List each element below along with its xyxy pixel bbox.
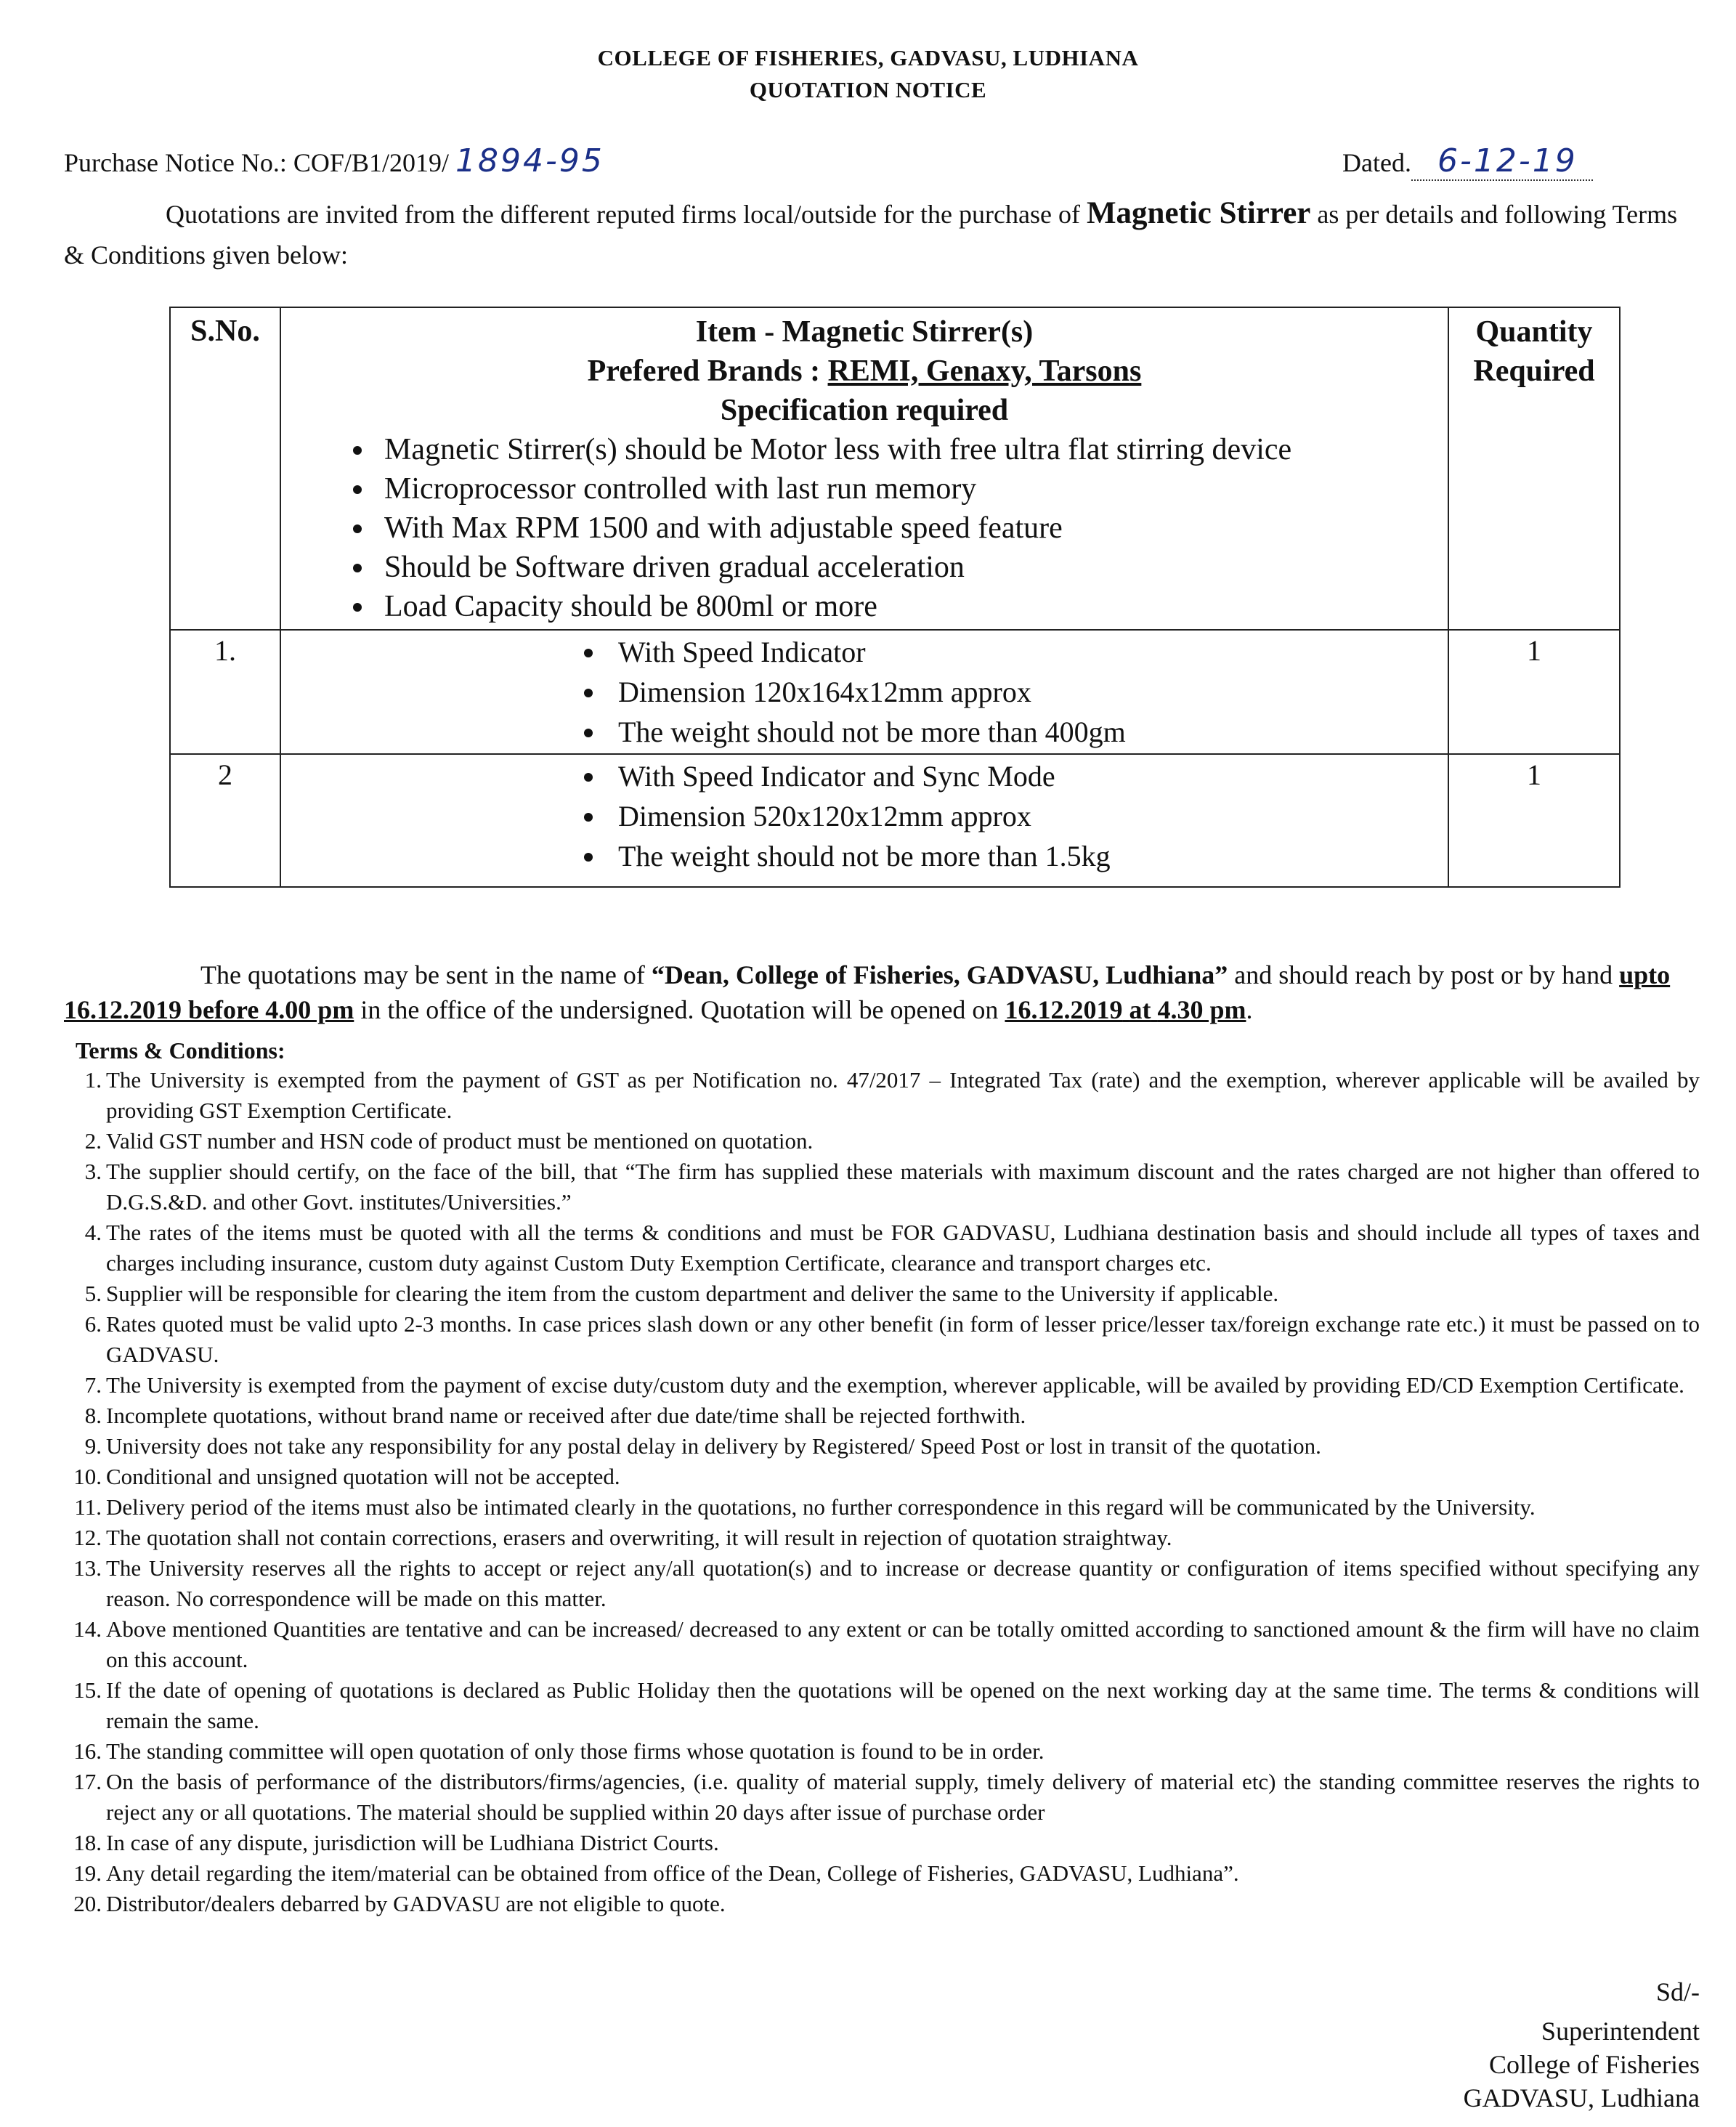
term-text: Above mentioned Quantities are tentative and can be increased/ decreased to any extent or can be totally omitted according to sanctioned amount & the firm will have no claim on this account.: [106, 1616, 1700, 1672]
item-heading: Item - Magnetic Stirrer(s): [695, 315, 1034, 349]
submission-part1: The quotations may be sent in the name of: [200, 960, 645, 989]
term-item: [29, 1736, 1700, 1767]
purchase-notice-handwritten-number: 1894-95: [455, 142, 604, 179]
term-number: 14.: [73, 1616, 102, 1642]
college-title: COLLEGE OF FISHERIES, GADVASU, LUDHIANA: [597, 45, 1139, 70]
submission-addressee: “Dean, College of Fisheries, GADVASU, Ludhiana”: [651, 960, 1228, 989]
term-text: In case of any dispute, jurisdiction will be Ludhiana District Courts.: [106, 1830, 719, 1855]
term-number: 5.: [84, 1281, 102, 1306]
spec-heading: Specification required: [720, 394, 1009, 427]
row-qty: 1: [1448, 754, 1620, 887]
term-item: [29, 1767, 1700, 1828]
term-item: [29, 1126, 1700, 1156]
term-number: 20.: [73, 1891, 102, 1916]
term-item: [29, 1828, 1700, 1858]
term-item: [29, 1675, 1700, 1736]
term-text: The University is exempted from the payment of excise duty/custom duty and the exemption, wherever applicable, will be availed by providing ED/CD Exemption Certificate.: [106, 1372, 1684, 1398]
term-item: [29, 1309, 1700, 1370]
dated-handwritten: 6-12-19: [1437, 142, 1578, 179]
term-number: 3.: [84, 1159, 102, 1184]
purchase-notice-label: Purchase Notice No.: COF/B1/2019/: [64, 148, 449, 177]
submission-part3: in the office of the undersigned. Quotation will be opened on: [360, 995, 999, 1024]
brands-label: Prefered Brands :: [587, 354, 821, 388]
signature-office: College of Fisheries: [1489, 2050, 1700, 2079]
term-item: [29, 1553, 1700, 1614]
term-text: Rates quoted must be valid upto 2-3 months. In case prices slash down or any other benefit (in form of lesser price/lesser tax/foreign exchange rate etc.) it must be passed on to GADVASU.: [106, 1311, 1700, 1367]
opening-date: 16.12.2019: [1005, 995, 1123, 1024]
term-text: If the date of opening of quotations is declared as Public Holiday then the quotations will be opened on the next working day at the same time. The terms & conditions will remain the same.: [106, 1677, 1700, 1733]
preferred-brands: [290, 352, 1439, 391]
opening-time: 4.30 pm: [1157, 995, 1246, 1024]
qty-header-line1: Quantity: [1475, 315, 1593, 349]
spec-list: [290, 430, 1439, 626]
signature-designation: Superintendent: [1541, 2017, 1700, 2046]
spec-item: • Load Capacity should be 800ml or more: [376, 587, 1439, 626]
term-text: University does not take any responsibility for any postal delay in delivery by Registered/ Speed Post or lost in transit of the quotation.: [106, 1433, 1321, 1459]
dated-label: Dated.: [1342, 148, 1411, 177]
feature-item: • The weight should not be more than 400gm: [607, 712, 1448, 752]
signature-place: GADVASU, Ludhiana: [1463, 2083, 1700, 2112]
intro-prefix: Quotations are invited from the different reputed firms local/outside for the purchase of: [166, 200, 1080, 229]
term-text: Conditional and unsigned quotation will not be accepted.: [106, 1464, 620, 1489]
term-number: 17.: [73, 1769, 102, 1794]
notice-title: QUOTATION NOTICE: [749, 77, 987, 102]
spec-item: • Microprocessor controlled with last run memory: [376, 469, 1439, 509]
term-item: [29, 1889, 1700, 1919]
col-qty-header: [1448, 307, 1620, 630]
spec-item: • With Max RPM 1500 and with adjustable speed feature: [376, 509, 1439, 548]
terms-heading: Terms & Conditions:: [76, 1037, 285, 1064]
term-item: [29, 1218, 1700, 1279]
term-text: The rates of the items must be quoted with all the terms & conditions and must be FOR GADVASU, Ludhiana destination basis and should include all types of taxes and charges including insurance, custom duty against Custom Duty Exemption Certificate, clearance and transport charges etc.: [106, 1220, 1700, 1276]
submission-end: .: [1246, 995, 1253, 1024]
terms-list: [29, 1065, 1700, 1919]
term-number: 6.: [84, 1311, 102, 1337]
term-number: 16.: [73, 1738, 102, 1764]
term-number: 19.: [73, 1860, 102, 1886]
term-item: [29, 1523, 1700, 1553]
notice-date: [1342, 142, 1593, 181]
row-features: [280, 754, 1448, 887]
term-number: 1.: [84, 1067, 102, 1093]
term-text: The University is exempted from the payment of GST as per Notification no. 47/2017 – Integrated Tax (rate) and the exemption, wherever applicable will be availed by providing GST Exemption Certificate.: [106, 1067, 1700, 1123]
term-number: 13.: [73, 1555, 102, 1581]
term-item: [29, 1462, 1700, 1492]
row-feature-list: [281, 756, 1448, 876]
term-text: Distributor/dealers debarred by GADVASU are not eligible to quote.: [106, 1891, 726, 1916]
signature-sd: Sd/-: [1655, 1977, 1700, 2006]
feature-item: • With Speed Indicator: [607, 632, 1448, 672]
row-qty: 1: [1448, 630, 1620, 754]
table-header-row: [170, 307, 1620, 630]
table-row: [170, 754, 1620, 887]
intro-paragraph: [64, 193, 1698, 275]
table-row: [170, 630, 1620, 754]
term-number: 9.: [84, 1433, 102, 1459]
opening-at: at: [1129, 995, 1151, 1024]
term-item: [29, 1279, 1700, 1309]
term-number: 4.: [84, 1220, 102, 1245]
term-number: 18.: [73, 1830, 102, 1855]
term-text: The standing committee will open quotation of only those firms whose quotation is found to be in order.: [106, 1738, 1045, 1764]
dated-blank: [1411, 142, 1593, 181]
submission-part2: and should reach by post or by hand: [1234, 960, 1613, 989]
term-text: Delivery period of the items must also be intimated clearly in the quotations, no further correspondence in this regard will be communicated by the University.: [106, 1494, 1536, 1520]
row-sno: 2: [170, 754, 280, 887]
term-text: Valid GST number and HSN code of product must be mentioned on quotation.: [106, 1128, 814, 1154]
col-sno-header: S.No.: [170, 307, 280, 630]
term-item: [29, 1065, 1700, 1126]
term-item: [29, 1614, 1700, 1675]
term-number: 12.: [73, 1525, 102, 1550]
specification-table: [169, 307, 1621, 888]
feature-item: • Dimension 120x164x12mm approx: [607, 672, 1448, 712]
term-text: On the basis of performance of the distributors/firms/agencies, (i.e. quality of material supply, timely delivery of material etc) the standing committee reserves the rights to reject any or all quotations. The material should be supplied within 20 days after issue of purchase order: [106, 1769, 1700, 1825]
spec-item: • Should be Software driven gradual acceleration: [376, 548, 1439, 587]
term-text: Incomplete quotations, without brand name or received after due date/time shall be rejected forthwith.: [106, 1403, 1026, 1428]
term-number: 8.: [84, 1403, 102, 1428]
term-text: The University reserves all the rights to accept or reject any/all quotation(s) and to increase or decrease quantity or configuration of items specified without specifying any reason. No correspondence will be made on this matter.: [106, 1555, 1700, 1611]
term-item: [29, 1492, 1700, 1523]
qty-header-line2: Required: [1473, 354, 1595, 388]
term-item: [29, 1156, 1700, 1218]
row-features: [280, 630, 1448, 754]
intro-suffix: as per details and following Terms & Conditions given below:: [64, 200, 1678, 270]
term-number: 11.: [74, 1494, 102, 1520]
brands-list: REMI, Genaxy, Tarsons: [827, 354, 1142, 388]
term-text: The supplier should certify, on the face of the bill, that “The firm has supplied these materials with maximum discount and the rates charged are not higher than offered to D.G.S.&D. and other Govt. institutes/Universities.”: [106, 1159, 1700, 1215]
feature-item: • Dimension 520x120x12mm approx: [607, 796, 1448, 836]
term-item: [29, 1370, 1700, 1401]
term-item: [29, 1431, 1700, 1462]
intro-item: Magnetic Stirrer: [1086, 196, 1311, 230]
term-text: The quotation shall not contain corrections, erasers and overwriting, it will result in rejection of quotation straightway.: [106, 1525, 1172, 1550]
row-sno: 1.: [170, 630, 280, 754]
term-item: [29, 1401, 1700, 1431]
row-feature-list: [281, 632, 1448, 752]
feature-item: • With Speed Indicator and Sync Mode: [607, 756, 1448, 796]
term-number: 2.: [84, 1128, 102, 1154]
term-number: 10.: [73, 1464, 102, 1489]
feature-item: • The weight should not be more than 1.5kg: [607, 836, 1448, 876]
submission-deadline: upto 16.12.2019 before 4.00 pm: [64, 960, 1671, 1024]
term-item: [29, 1858, 1700, 1889]
submission-paragraph: [64, 957, 1698, 1027]
term-text: Any detail regarding the item/material can be obtained from office of the Dean, College of Fisheries, GADVASU, Ludhiana”.: [106, 1860, 1239, 1886]
purchase-notice-number: [64, 142, 604, 179]
term-number: 7.: [84, 1372, 102, 1398]
spec-item: • Magnetic Stirrer(s) should be Motor less with free ultra flat stirring device: [376, 430, 1439, 469]
term-number: 15.: [73, 1677, 102, 1703]
col-item-header: [280, 307, 1448, 630]
term-text: Supplier will be responsible for clearing the item from the custom department and deliver the same to the University if applicable.: [106, 1281, 1279, 1306]
